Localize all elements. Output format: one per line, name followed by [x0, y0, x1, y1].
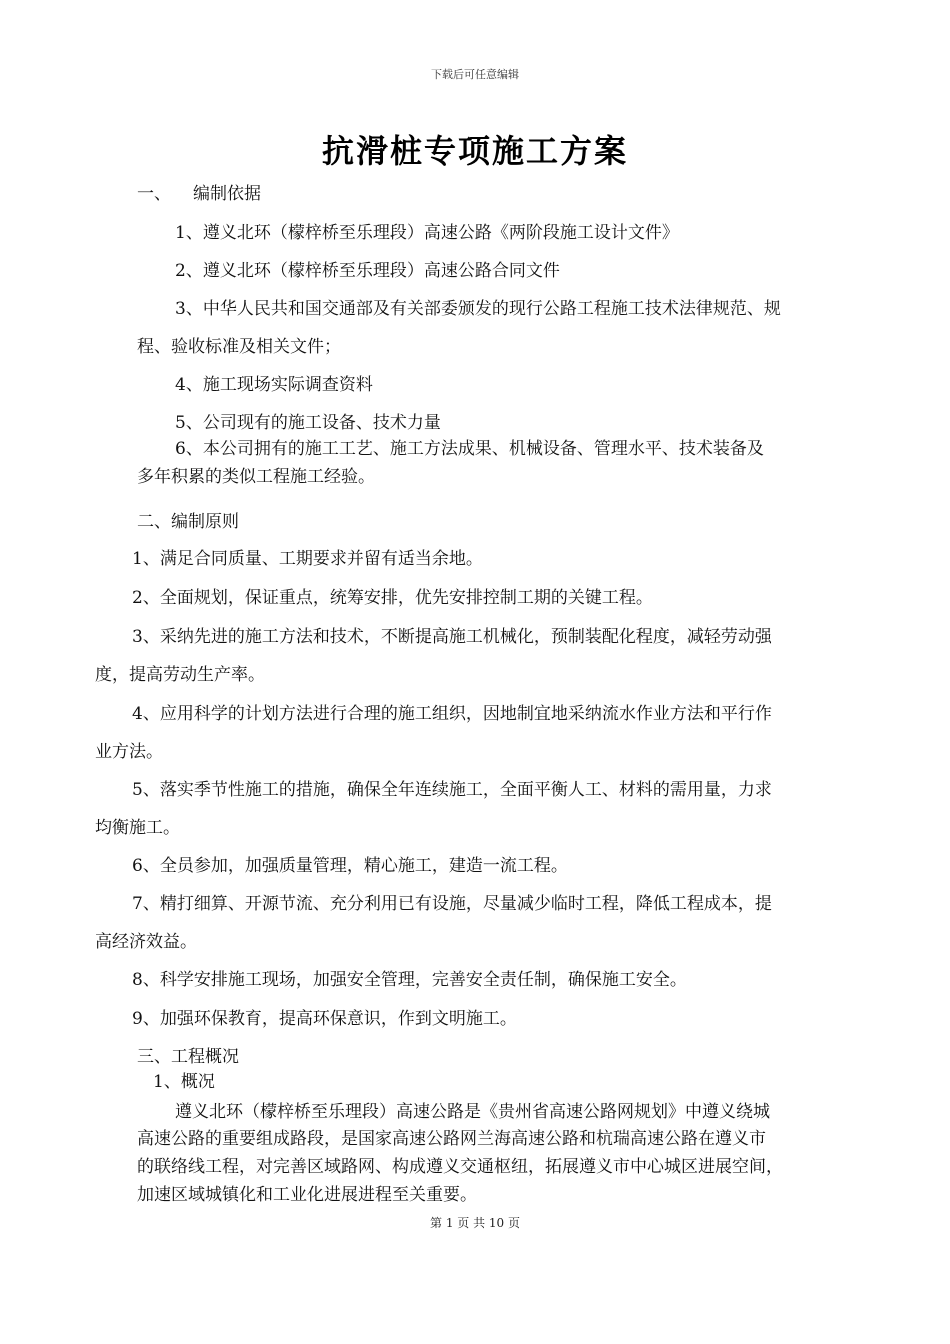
section2-item-continued: 业方法。	[95, 742, 163, 762]
section2-item-continued: 高经济效益。	[95, 932, 197, 952]
section2-item: 1、满足合同质量、工期要求并留有适当余地。	[132, 549, 483, 569]
section2-item-continued: 均衡施工。	[95, 818, 180, 838]
page-footer: 第 1 页 共 10 页	[430, 1216, 520, 1230]
section2-item: 3、采纳先进的施工方法和技术，不断提高施工机械化，预制装配化程度，减轻劳动强	[132, 627, 772, 647]
section2-item: 4、应用科学的计划方法进行合理的施工组织，因地制宜地采纳流水作业方法和平行作	[132, 704, 772, 724]
section3-paragraph-line: 高速公路的重要组成路段，是国家高速公路网兰海高速公路和杭瑞高速公路在遵义市	[137, 1129, 766, 1149]
section1-heading-text: 编制依据	[193, 184, 261, 204]
document-title: 抗滑桩专项施工方案	[321, 132, 628, 170]
section1-item: 5、公司现有的施工设备、技术力量	[175, 413, 441, 433]
section1-item: 3、中华人民共和国交通部及有关部委颁发的现行公路工程施工技术法律规范、规	[175, 299, 781, 319]
section2-item: 8、科学安排施工现场，加强安全管理，完善安全责任制，确保施工安全。	[132, 970, 687, 990]
section2-item: 5、落实季节性施工的措施，确保全年连续施工，全面平衡人工、材料的需用量，力求	[132, 780, 772, 800]
section2-item: 6、全员参加，加强质量管理，精心施工，建造一流工程。	[132, 856, 568, 876]
section2-heading: 二、编制原则	[137, 512, 239, 532]
section1-item: 4、施工现场实际调查资料	[175, 375, 373, 395]
header-note: 下载后可任意编辑	[431, 68, 519, 81]
section3-heading: 三、工程概况	[137, 1047, 239, 1067]
section1-item-continued: 程、验收标准及相关文件；	[137, 337, 341, 357]
section3-sub-heading: 1、概况	[153, 1072, 215, 1092]
section1-item: 1、遵义北环（檬梓桥至乐理段）高速公路《两阶段施工设计文件》	[175, 223, 679, 243]
section3-paragraph-line: 加速区域城镇化和工业化进展进程至关重要。	[137, 1185, 477, 1205]
section1-item-continued: 多年积累的类似工程施工经验。	[137, 467, 375, 487]
section1-heading-number: 一、	[137, 184, 171, 204]
section3-paragraph-line: 的联络线工程，对完善区域路网、构成遵义交通枢纽，拓展遵义市中心城区进展空间，	[137, 1157, 783, 1177]
section2-item-continued: 度，提高劳动生产率。	[95, 665, 265, 685]
section3-paragraph-line: 遵义北环（檬梓桥至乐理段）高速公路是《贵州省高速公路网规划》中遵义绕城	[175, 1102, 770, 1122]
section2-item: 2、全面规划，保证重点，统筹安排，优先安排控制工期的关键工程。	[132, 588, 653, 608]
section1-item: 6、本公司拥有的施工工艺、施工方法成果、机械设备、管理水平、技术装备及	[175, 439, 764, 459]
section1-item: 2、遵义北环（檬梓桥至乐理段）高速公路合同文件	[175, 261, 560, 281]
section2-item: 9、加强环保教育，提高环保意识，作到文明施工。	[132, 1009, 517, 1029]
section2-item: 7、精打细算、开源节流、充分利用已有设施，尽量减少临时工程，降低工程成本，提	[132, 894, 772, 914]
